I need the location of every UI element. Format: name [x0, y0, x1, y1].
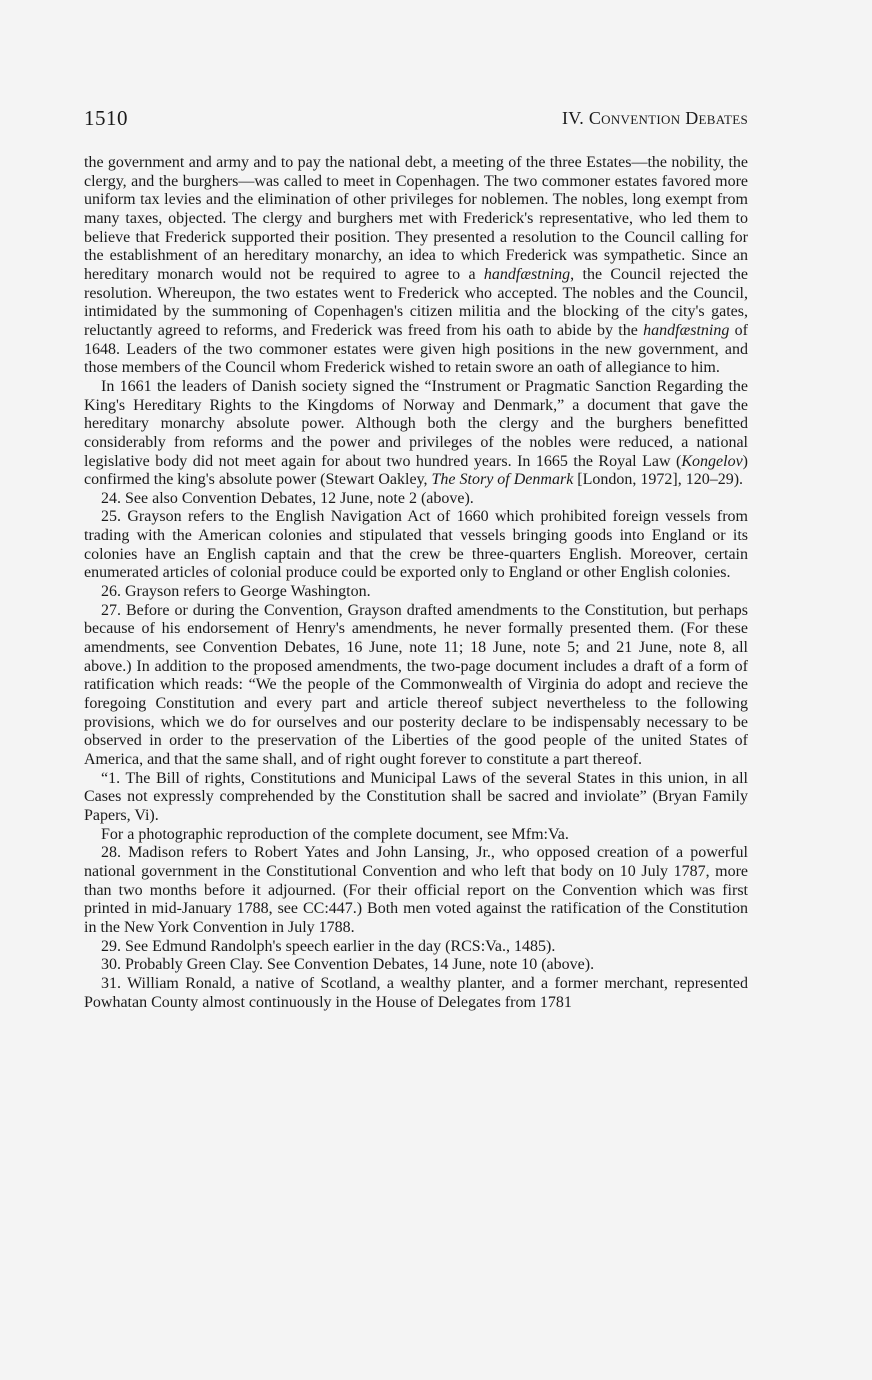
- footnote-paragraph: [84, 378, 748, 490]
- running-head: IV. Convention Debates: [562, 108, 748, 128]
- text-segment: 28. Madison refers to Robert Yates and John Lansing, Jr., who opposed creation of a powerful national government in the Constitutional Convention and who left that body on 10 July 1787, more than two months before it adjourned. (For their official report on the Convention which was first printed in mid-January 1788, see CC:447.) Both men voted against the ratification of the Constitution in the New York Convention in July 1788.: [84, 844, 748, 936]
- text-segment: “1. The Bill of rights, Constitutions and Municipal Laws of the several States in this union, in all Cases not expressly comprehended by the Constitution shall be sacred and inviolate” (Bryan Family Papers, Vi).: [84, 769, 748, 824]
- footnote-paragraph: [84, 826, 748, 845]
- italic-text-segment: handfæstning: [483, 265, 571, 283]
- page-number: 1510: [84, 106, 128, 130]
- italic-text-segment: The Story of Denmark: [431, 471, 574, 489]
- italic-text-segment: handfæstning: [643, 321, 730, 339]
- text-segment: ) confirmed the king's absolute power (Stewart Oakley,: [84, 452, 748, 489]
- footnote-paragraph: [84, 154, 748, 378]
- footnote-paragraph: [84, 844, 748, 937]
- footnote-paragraph: [84, 583, 748, 602]
- text-segment: 26. Grayson refers to George Washington.: [101, 583, 371, 601]
- italic-text-segment: Kongelov: [681, 452, 743, 470]
- footnote-paragraph: [84, 938, 748, 957]
- text-segment: , the Council rejected the resolution. Whereupon, the two estates went to Frederick who accepted. The nobles and the Council, intimidated by the summoning of Copenhagen's citizen militia and the blocking of the city's gates, reluctantly agreed to reforms, and Frederick was freed from his oath to abide by the: [84, 265, 748, 339]
- footnote-paragraph: [84, 975, 748, 1012]
- text-segment: 31. William Ronald, a native of Scotland, a wealthy planter, and a former merchant, represented Powhatan County almost continuously in the House of Delegates from 1781: [84, 974, 748, 1011]
- footnote-paragraph: [84, 956, 748, 975]
- text-segment: 24. See also Convention Debates, 12 June, note 2 (above).: [101, 489, 474, 507]
- text-segment: For a photographic reproduction of the complete document, see Mfm:Va.: [101, 825, 569, 843]
- footnote-paragraph: [84, 602, 748, 770]
- text-segment: [London, 1972], 120–29).: [573, 471, 744, 489]
- footnote-paragraph: [84, 490, 748, 509]
- page-header: [84, 106, 748, 134]
- text-segment: 27. Before or during the Convention, Grayson drafted amendments to the Constitution, but perhaps because of his endorsement of Henry's amendments, he never formally presented them. (For these amendments, see Convention Debates, 16 June, note 11; 18 June, note 5; and 21 June, note 8, all above.) In addition to the proposed amendments, the two-page document includes a draft of a form of ratification which reads: “We the people of the Commonwealth of Virginia do adopt and recieve the foregoing Constitution and every part and article thereof subject nevertheless to the following provisions, which we do for ourselves and our posterity declare to be indispensably necessary to be observed in order to the preservation of the Liberties of the good people of the united States of America, and that the same shall, and of right ought forever to constitute a part thereof.: [84, 601, 748, 768]
- footnote-paragraph: [84, 770, 748, 826]
- text-segment: 29. See Edmund Randolph's speech earlier in the day (RCS:Va., 1485).: [101, 937, 556, 955]
- text-segment: In 1661 the leaders of Danish society signed the “Instrument or Pragmatic Sanction Regarding the King's Hereditary Rights to the Kingdoms of Norway and Denmark,” a document that gave the hereditary monarchy absolute power. Although both the clergy and the burghers benefitted considerably from reforms and the power and privileges of the nobles were reduced, a national legislative body did not meet again for about two hundred years. In 1665 the Royal Law (: [84, 377, 748, 470]
- text-segment: 30. Probably Green Clay. See Convention Debates, 14 June, note 10 (above).: [101, 956, 595, 974]
- text-segment: the government and army and to pay the national debt, a meeting of the three Estates—the nobility, the clergy, and the burghers—was called to meet in Copenhagen. The two commoner estates favored more uniform tax levies and the elimination of other privileges for noblemen. The nobles, long exempt from many taxes, objected. The clergy and burghers met with Frederick's representative, who led them to believe that Frederick supported their position. They presented a resolution to the Council calling for the establishment of an hereditary monarchy, an idea to which Frederick was sympathetic. Since an hereditary monarch would not be required to agree to a: [84, 154, 748, 283]
- text-segment: 25. Grayson refers to the English Navigation Act of 1660 which prohibited foreign vessels from trading with the American colonies and stipulated that vessels bringing goods into England or its colonies have an English captain and that the crew be three-quarters English. Moreover, certain enumerated articles of colonial produce could be exported only to England or other English colonies.: [84, 508, 748, 582]
- footnote-text-block: [84, 154, 748, 1012]
- footnote-paragraph: [84, 508, 748, 583]
- text-segment: of 1648. Leaders of the two commoner estates were given high positions in the new government, and those members of the Council whom Frederick wished to retain swore an oath of allegiance to him.: [84, 321, 749, 377]
